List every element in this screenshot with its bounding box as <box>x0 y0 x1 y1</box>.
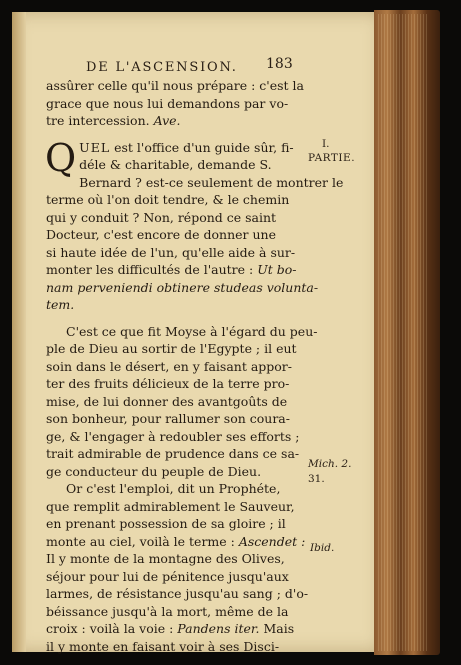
text-line: grace que nous lui demandons par vo- <box>46 95 289 111</box>
text-line: tre intercession. Ave. <box>46 113 181 128</box>
text-line: trait admirable de prudence dans ce sa- <box>46 446 300 461</box>
text-line: béissance jusqu'à la mort, même de la <box>46 603 289 619</box>
text-line: Docteur, c'est encore de donner une <box>46 227 276 242</box>
text-line: déle & charitable, demande S. <box>79 157 272 172</box>
paragraph-2 <box>46 323 318 481</box>
page-edges <box>378 14 428 651</box>
margin-note-mich: Mich. 2. <box>308 458 352 470</box>
latin-quote: nam perveniendi obtinere studeas volunta- <box>46 279 319 295</box>
text-line: monter les difficultés de l'autre : Ut bo- <box>46 262 297 277</box>
text-line: il y monte en faisant voir à ses Disci- <box>46 638 280 654</box>
text-line: Or c'est l'emploi, dit un Prophéte, <box>66 481 281 496</box>
margin-note-ibid: Ibid. <box>310 542 335 554</box>
text-line: que remplit admirablement le Sauveur, <box>46 498 295 514</box>
drop-cap: Q <box>45 135 77 180</box>
text-line: qui y conduit ? Non, répond ce saint <box>46 209 277 225</box>
running-head: DE L'ASCENSION. <box>86 60 238 75</box>
text-line: larmes, de résistance jusqu'au sang ; d'o- <box>46 586 309 601</box>
paragraph-3 <box>46 480 309 655</box>
text-line: monte au ciel, voilà le terme : Ascendet : <box>46 533 306 549</box>
text-line: son bonheur, pour rallumer son coura- <box>46 411 290 426</box>
page-gutter <box>12 12 26 652</box>
text-line: si haute idée de l'un, qu'elle aide à sur- <box>46 244 296 260</box>
margin-note-partie: PARTIE. <box>308 152 356 164</box>
text-line: soin dans le désert, en y faisant appor- <box>46 358 293 374</box>
text-line: ple de Dieu au sortir de l'Egypte ; il eut <box>46 341 297 356</box>
margin-note-mich-number: 31. <box>308 473 325 485</box>
text-line: Il y monte de la montagne des Olives, <box>46 551 285 566</box>
text-line: terme où l'on doit tendre, & le chemin <box>46 192 290 207</box>
text-line: ge, & l'engager à redoubler ses efforts ; <box>46 428 300 444</box>
page-number: 183 <box>266 56 293 72</box>
text-line: mise, de lui donner des avantgoûts de <box>46 393 288 409</box>
text-line: UEL est l'office d'un guide sûr, fi- <box>79 139 294 155</box>
text-line: séjour pour lui de pénitence jusqu'aux <box>46 568 289 584</box>
text-line: Bernard ? est-ce seulement de montrer le <box>79 174 344 190</box>
text-line: ter des fruits délicieux de la terre pro- <box>46 376 290 391</box>
latin-quote: tem. <box>46 297 75 312</box>
margin-note-partie-number: I. <box>322 138 330 150</box>
text-line: en prenant possession de sa gloire ; il <box>46 516 286 531</box>
text-line: assûrer celle qu'il nous prépare : c'est la <box>46 78 304 93</box>
text-line: croix : voilà la voie : Pandens iter. Mais <box>46 621 295 636</box>
text-line: ge conducteur du peuple de Dieu. <box>46 463 262 479</box>
text-line: C'est ce que fit Moyse à l'égard du peu- <box>66 323 318 339</box>
